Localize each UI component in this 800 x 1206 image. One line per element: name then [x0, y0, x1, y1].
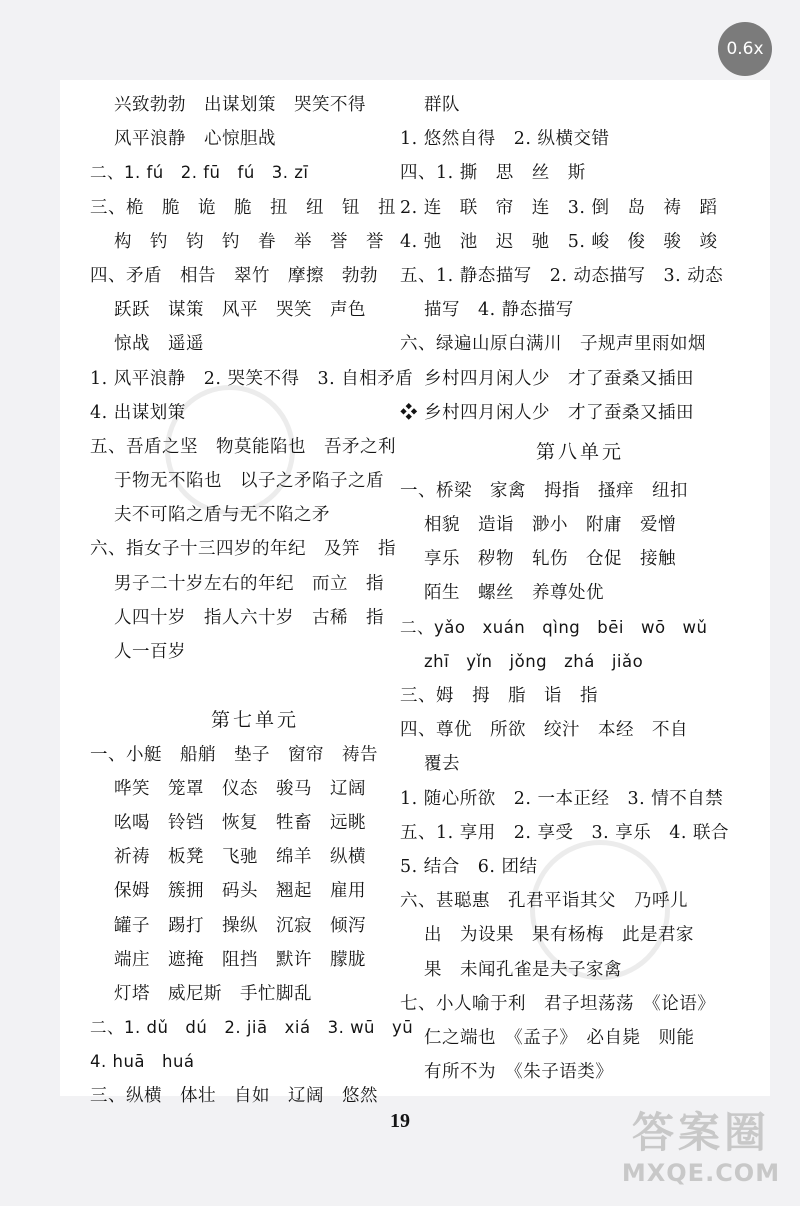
- right-column: [400, 88, 760, 1089]
- answer-line: 二、yǎo xuán qìng bēi wō wǔ: [400, 617, 708, 637]
- answer-line: 仁之端也 《孟子》 必自毙 则能: [424, 1027, 695, 1048]
- answer-line: 兴致勃勃 出谋划策 哭笑不得: [114, 95, 366, 115]
- answer-line: 享乐 秽物 轧伤 仓促 接触: [424, 549, 676, 570]
- answer-line: 描写 4. 静态描写: [424, 300, 574, 321]
- answer-line: 4. 出谋划策: [90, 402, 186, 423]
- answer-line: 跃跃 谋策 风平 哭笑 声色: [114, 300, 366, 321]
- answer-line: 二、1. fú 2. fū fú 3. zī: [90, 163, 309, 183]
- answer-line: ❖ 乡村四月闲人少 才了蚕桑又插田: [400, 402, 695, 423]
- answer-line: 六、绿遍山原白满川 子规声里雨如烟: [400, 334, 706, 355]
- answer-line: 出 为设果 果有杨梅 此是君家: [424, 925, 694, 946]
- watermark-title: 答案圈: [631, 1108, 770, 1157]
- answer-line: 1. 风平浪静 2. 哭笑不得 3. 自相矛盾: [90, 368, 414, 389]
- answer-line: 乡村四月闲人少 才了蚕桑又插田: [424, 368, 694, 389]
- answer-line: 一、小艇 船艄 垫子 窗帘 祷告: [90, 744, 378, 765]
- answer-line: 三、姆 拇 脂 诣 指: [400, 686, 598, 706]
- answer-line: 四、1. 撕 思 丝 斯: [400, 163, 586, 184]
- answer-line: 三、纵横 体壮 自如 辽阔 悠然: [90, 1086, 378, 1107]
- answer-line: 人一百岁: [114, 642, 186, 662]
- answer-line: 五、1. 静态描写 2. 动态描写 3. 动态: [400, 265, 724, 286]
- answer-line: 于物无不陷也 以子之矛陷子之盾: [114, 471, 384, 492]
- answer-line: 4. 弛 池 迟 驰 5. 峻 俊 骏 竣: [400, 231, 718, 252]
- answer-line: 有所不为 《朱子语类》: [424, 1062, 614, 1083]
- answer-line: 吆喝 铃铛 恢复 牲畜 远眺: [114, 812, 366, 833]
- unit-heading: 第七单元: [210, 709, 299, 732]
- answer-line: 罐子 踢打 操纵 沉寂 倾泻: [114, 915, 366, 936]
- answer-line: 五、1. 享用 2. 享受 3. 享乐 4. 联合: [400, 822, 730, 843]
- answer-line: zhī yǐn jǒng zhá jiǎo: [424, 651, 644, 671]
- answer-line: 5. 结合 6. 团结: [400, 856, 538, 877]
- answer-line: 4. huā huá: [90, 1052, 195, 1072]
- unit-heading: 第八单元: [535, 440, 624, 463]
- answer-line: 四、尊优 所欲 绞汁 本经 不自: [400, 720, 688, 741]
- answer-line: 一、桥梁 家禽 拇指 搔痒 纽扣: [400, 480, 688, 501]
- answer-line: 二、1. dǔ dú 2. jiā xiá 3. wū yū: [90, 1018, 414, 1038]
- answer-line: 1. 悠然自得 2. 纵横交错: [400, 129, 610, 150]
- answer-line: 覆去: [424, 754, 460, 775]
- blank-line: [90, 669, 420, 703]
- answer-line: 群队: [424, 95, 460, 115]
- answer-line: 果 未闻孔雀是夫子家禽: [424, 959, 622, 980]
- answer-line: 男子二十岁左右的年纪 而立 指: [114, 573, 384, 594]
- answer-line: 陌生 螺丝 养尊处优: [424, 583, 604, 604]
- answer-line: 五、吾盾之坚 物莫能陷也 吾矛之利: [90, 436, 396, 457]
- answer-line: 六、指女子十三四岁的年纪 及笄 指: [90, 539, 396, 560]
- answer-line: 三、桅 脆 诡 脆 扭 纽 钮 扭: [90, 197, 396, 218]
- answer-line: 风平浪静 心惊胆战: [114, 129, 276, 150]
- watermark-url: MXQE.COM: [621, 1159, 781, 1187]
- answer-page: [60, 80, 770, 1107]
- answer-line: 六、甚聪惠 孔君平诣其父 乃呼儿: [400, 891, 688, 912]
- answer-line: 人四十岁 指人六十岁 古稀 指: [114, 607, 384, 628]
- answer-line: 夫不可陷之盾与无不陷之矛: [114, 505, 330, 526]
- answer-line: 1. 随心所欲 2. 一本正经 3. 情不自禁: [400, 788, 724, 809]
- answer-line: 七、小人喻于利 君子坦荡荡 《论语》: [400, 993, 716, 1014]
- answer-line: 端庄 遮掩 阻挡 默许 朦胧: [114, 949, 366, 970]
- playback-speed-badge[interactable]: 0.6x: [718, 22, 772, 76]
- answer-line: 保姆 簇拥 码头 翘起 雇用: [114, 881, 366, 902]
- answer-line: 构 钓 钧 钓 眷 举 誉 誉: [114, 231, 384, 252]
- answer-line: 四、矛盾 相告 翠竹 摩擦 勃勃: [90, 265, 378, 286]
- page-number: 19: [390, 1110, 410, 1132]
- answer-line: 相貌 造诣 渺小 附庸 爱憎: [424, 515, 676, 536]
- answer-line: 灯塔 威尼斯 手忙脚乱: [114, 983, 312, 1004]
- answer-line: 祈祷 板凳 飞驰 绵羊 纵横: [114, 847, 366, 868]
- left-column: [90, 88, 420, 1114]
- answer-line: 哗笑 笼罩 仪态 骏马 辽阔: [114, 778, 366, 799]
- answer-line: 惊战 遥遥: [114, 334, 204, 355]
- answer-line: 2. 连 联 帘 连 3. 倒 岛 祷 蹈: [400, 197, 718, 218]
